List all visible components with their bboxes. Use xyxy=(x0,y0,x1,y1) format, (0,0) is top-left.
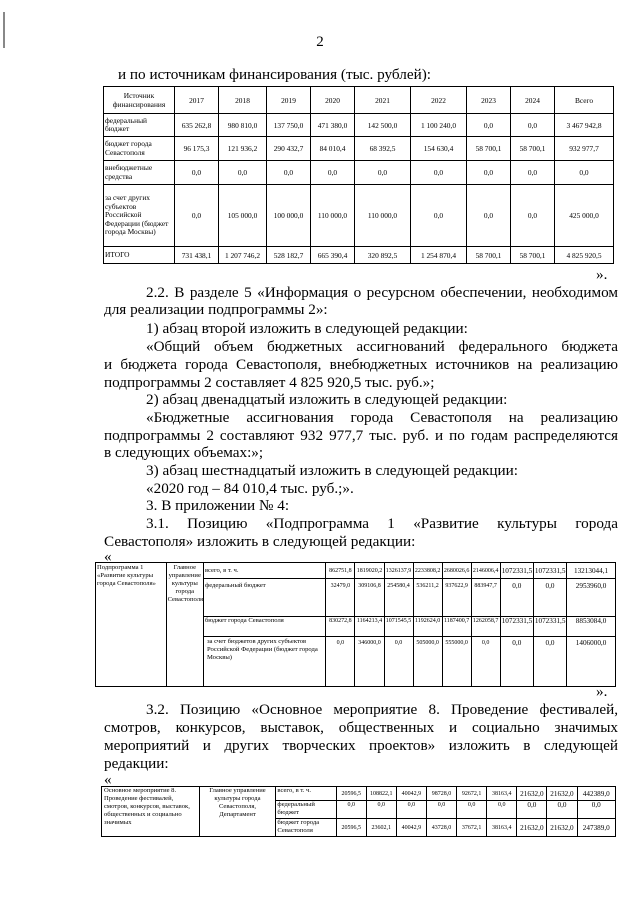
value-cell: 0,0 xyxy=(219,161,267,185)
table-row xyxy=(104,161,614,185)
value-cell: 1072331,5 xyxy=(500,617,533,637)
value-cell: 84 010,4 xyxy=(311,137,355,161)
table-row xyxy=(96,563,616,579)
header-cell: 2023 xyxy=(467,87,511,114)
header-cell: 2022 xyxy=(411,87,467,114)
value-cell: 98728,0 xyxy=(426,787,456,801)
source-cell: всего, в т. ч. xyxy=(203,563,325,579)
value-cell: 980 810,0 xyxy=(219,114,267,137)
value-cell: 0,0 xyxy=(396,801,426,819)
total-cell: 13213044,1 xyxy=(567,563,616,579)
value-cell: 290 432,7 xyxy=(267,137,311,161)
subprogram-name-cell: Подпрограмма 1 «Развитие культуры города Севастополя» xyxy=(96,563,167,687)
source-cell: за счет бюджетов других субъектов Российской Федерации (бюджет города Москвы) xyxy=(203,637,325,687)
value-cell: 121 936,2 xyxy=(219,137,267,161)
value-cell: 1192624,0 xyxy=(413,617,442,637)
value-cell: 21632,0 xyxy=(517,819,547,837)
value-cell: 0,0 xyxy=(426,801,456,819)
value-cell: 2680026,6 xyxy=(442,563,471,579)
value-cell: 0,0 xyxy=(467,185,511,247)
header-cell: Всего xyxy=(555,87,614,114)
value-cell: 0,0 xyxy=(411,185,467,247)
paragraph-3-2: 3.2. Позицию «Основное мероприятие 8. Проведение фестивалей, xyxy=(146,701,618,718)
value-cell: 137 750,0 xyxy=(267,114,311,137)
quote-line: «2020 год – 84 010,4 тыс. руб.;». xyxy=(146,480,354,497)
total-cell: 425 000,0 xyxy=(555,185,614,247)
main-event-8-table xyxy=(101,786,616,837)
value-cell: 43728,0 xyxy=(426,819,456,837)
header-cell: 2019 xyxy=(267,87,311,114)
value-cell: 0,0 xyxy=(547,801,577,819)
responsible-cell: Главное управление культуры города Севастополя xyxy=(166,563,203,687)
value-cell: 38163,4 xyxy=(487,787,517,801)
value-cell: 154 630,4 xyxy=(411,137,467,161)
value-cell: 23602,1 xyxy=(366,819,396,837)
header-cell: Источник финансирования xyxy=(104,87,175,114)
total-cell: 1406000,0 xyxy=(567,637,616,687)
header-cell: 2021 xyxy=(355,87,411,114)
value-cell: 142 500,0 xyxy=(355,114,411,137)
value-cell: 830272,8 xyxy=(326,617,355,637)
value-cell: 505000,0 xyxy=(413,637,442,687)
source-cell: бюджет города Севастополя xyxy=(104,137,175,161)
value-cell: 0,0 xyxy=(511,114,555,137)
paragraph-item-3: 3) абзац шестнадцатый изложить в следующей редакции: xyxy=(146,462,518,479)
opening-quote: « xyxy=(104,548,112,565)
table-row xyxy=(104,185,614,247)
closing-quote: ». xyxy=(596,683,608,700)
value-cell: 1071545,5 xyxy=(384,617,413,637)
value-cell: 0,0 xyxy=(511,185,555,247)
value-cell: 0,0 xyxy=(267,161,311,185)
table-row xyxy=(104,137,614,161)
value-cell: 2146006,4 xyxy=(471,563,500,579)
quote-line: «Общий объем бюджетных ассигнований федерального бюджета xyxy=(146,338,618,355)
financing-table xyxy=(103,86,614,264)
value-cell: 0,0 xyxy=(336,801,366,819)
value-cell: 58 700,1 xyxy=(511,137,555,161)
page-number: 2 xyxy=(316,34,324,50)
value-cell: 0,0 xyxy=(500,637,533,687)
value-cell: 254580,4 xyxy=(384,579,413,617)
total-cell: 0,0 xyxy=(555,161,614,185)
paragraph-item-1: 1) абзац второй изложить в следующей редакции: xyxy=(146,320,468,337)
source-cell: бюджет города Севастополя xyxy=(203,617,325,637)
value-cell: 21632,0 xyxy=(547,787,577,801)
paragraph-3-1-cont: Севастополя» изложить в следующей редакции: xyxy=(104,533,416,550)
paragraph-3: 3. В приложении № 4: xyxy=(146,497,290,514)
intro-line: и по источникам финансирования (тыс. рублей): xyxy=(118,66,432,83)
paragraph-3-2-cont: смотров, конкурсов, выставок, общественных и социально значимых xyxy=(104,719,618,736)
total-cell: 8853084,0 xyxy=(567,617,616,637)
value-cell: 528 182,7 xyxy=(267,247,311,264)
subprogram-1-table xyxy=(95,562,616,687)
value-cell: 346000,0 xyxy=(355,637,384,687)
value-cell: 0,0 xyxy=(355,161,411,185)
quote-line: в следующих объемах:»; xyxy=(104,444,264,461)
value-cell: 40042,9 xyxy=(396,819,426,837)
table-row xyxy=(104,114,614,137)
source-cell: бюджет города Севастополя xyxy=(276,819,336,837)
paragraph-3-2-cont: редакции: xyxy=(104,755,169,772)
value-cell: 2233808,2 xyxy=(413,563,442,579)
value-cell: 0,0 xyxy=(175,161,219,185)
header-cell: 2018 xyxy=(219,87,267,114)
value-cell: 0,0 xyxy=(467,114,511,137)
value-cell: 635 262,8 xyxy=(175,114,219,137)
value-cell: 21632,0 xyxy=(517,787,547,801)
value-cell: 92672,1 xyxy=(457,787,487,801)
table-header-row xyxy=(104,87,614,114)
value-cell: 0,0 xyxy=(384,637,413,687)
value-cell: 0,0 xyxy=(533,637,566,687)
value-cell: 862751,8 xyxy=(326,563,355,579)
value-cell: 105 000,0 xyxy=(219,185,267,247)
value-cell: 731 438,1 xyxy=(175,247,219,264)
paragraph-3-1: 3.1. Позицию «Подпрограмма 1 «Развитие культуры города xyxy=(146,515,618,532)
value-cell: 0,0 xyxy=(517,801,547,819)
value-cell: 1164213,4 xyxy=(355,617,384,637)
value-cell: 1072331,5 xyxy=(533,617,566,637)
value-cell: 1326137,9 xyxy=(384,563,413,579)
quote-line: «Бюджетные ассигнования города Севастополя на реализацию xyxy=(146,409,618,426)
opening-quote: « xyxy=(104,771,112,788)
value-cell: 0,0 xyxy=(511,161,555,185)
value-cell: 96 175,3 xyxy=(175,137,219,161)
value-cell: 21632,0 xyxy=(547,819,577,837)
value-cell: 555000,0 xyxy=(442,637,471,687)
value-cell: 320 892,5 xyxy=(355,247,411,264)
value-cell: 40042,9 xyxy=(396,787,426,801)
value-cell: 100 000,0 xyxy=(267,185,311,247)
value-cell: 0,0 xyxy=(457,801,487,819)
source-cell: всего, в т. ч. xyxy=(276,787,336,801)
source-cell: федеральный бюджет xyxy=(104,114,175,137)
value-cell: 110 000,0 xyxy=(311,185,355,247)
quote-line: и бюджета города Севастополя, внебюджетных источников на реализацию xyxy=(104,356,618,373)
value-cell: 1072331,5 xyxy=(533,563,566,579)
value-cell: 1 100 240,0 xyxy=(411,114,467,137)
total-cell: 442389,0 xyxy=(577,787,615,801)
value-cell: 0,0 xyxy=(175,185,219,247)
table-row xyxy=(104,247,614,264)
value-cell: 58 700,1 xyxy=(511,247,555,264)
value-cell: 0,0 xyxy=(311,161,355,185)
value-cell: 1262058,7 xyxy=(471,617,500,637)
paragraph-2-2: 2.2. В разделе 5 «Информация о ресурсном обеспечении, необходимом xyxy=(146,284,618,301)
source-cell: за счет других субъектов Российской Федерации (бюджет города Москвы) xyxy=(104,185,175,247)
value-cell: 38163,4 xyxy=(487,819,517,837)
header-cell: 2024 xyxy=(511,87,555,114)
value-cell: 20596,5 xyxy=(336,819,366,837)
value-cell: 0,0 xyxy=(487,801,517,819)
paragraph-2-2-cont: для реализации подпрограммы 2»: xyxy=(104,301,328,318)
value-cell: 110 000,0 xyxy=(355,185,411,247)
value-cell: 1 254 870,4 xyxy=(411,247,467,264)
value-cell: 0,0 xyxy=(467,161,511,185)
total-cell: 932 977,7 xyxy=(555,137,614,161)
value-cell: 68 392,5 xyxy=(355,137,411,161)
value-cell: 1 207 746,2 xyxy=(219,247,267,264)
quote-line: подпрограммы 2 составляют 932 977,7 тыс. руб. и по годам распределяются xyxy=(104,427,618,444)
value-cell: 665 390,4 xyxy=(311,247,355,264)
table-row xyxy=(102,787,616,801)
value-cell: 0,0 xyxy=(411,161,467,185)
quote-line: подпрограммы 2 составляет 4 825 920,5 тыс. руб.»; xyxy=(104,374,435,391)
source-cell: ИТОГО xyxy=(104,247,175,264)
value-cell: 937622,9 xyxy=(442,579,471,617)
event-name-cell: Основное мероприятие 8. Проведение фестивалей, смотров, конкурсов, выставок, общественных и социально значимых xyxy=(102,787,200,837)
value-cell: 0,0 xyxy=(533,579,566,617)
paragraph-item-2: 2) абзац двенадцатый изложить в следующей редакции: xyxy=(146,391,508,408)
value-cell: 1187400,7 xyxy=(442,617,471,637)
value-cell: 20596,5 xyxy=(336,787,366,801)
source-cell: федеральный бюджет xyxy=(276,801,336,819)
source-cell: внебюджетные средства xyxy=(104,161,175,185)
value-cell: 37672,1 xyxy=(457,819,487,837)
value-cell: 1819020,2 xyxy=(355,563,384,579)
value-cell: 0,0 xyxy=(500,579,533,617)
value-cell: 471 380,0 xyxy=(311,114,355,137)
value-cell: 108822,1 xyxy=(366,787,396,801)
value-cell: 58 700,1 xyxy=(467,137,511,161)
value-cell: 0,0 xyxy=(471,637,500,687)
value-cell: 58 700,1 xyxy=(467,247,511,264)
value-cell: 309106,8 xyxy=(355,579,384,617)
total-cell: 4 825 920,5 xyxy=(555,247,614,264)
value-cell: 0,0 xyxy=(366,801,396,819)
header-cell: 2020 xyxy=(311,87,355,114)
source-cell: федеральный бюджет xyxy=(203,579,325,617)
paragraph-3-2-cont: мероприятий и других творческих проектов» изложить в следующей xyxy=(104,737,618,754)
value-cell: 0,0 xyxy=(326,637,355,687)
value-cell: 32479,0 xyxy=(326,579,355,617)
total-cell: 3 467 942,8 xyxy=(555,114,614,137)
total-cell: 0,0 xyxy=(577,801,615,819)
responsible-cell: Главное управление культуры города Севастополя, Департамент xyxy=(199,787,276,837)
value-cell: 883947,7 xyxy=(471,579,500,617)
header-cell: 2017 xyxy=(175,87,219,114)
closing-quote: ». xyxy=(596,266,608,283)
total-cell: 2953960,0 xyxy=(567,579,616,617)
total-cell: 247389,0 xyxy=(577,819,615,837)
value-cell: 1072331,5 xyxy=(500,563,533,579)
value-cell: 536211,2 xyxy=(413,579,442,617)
